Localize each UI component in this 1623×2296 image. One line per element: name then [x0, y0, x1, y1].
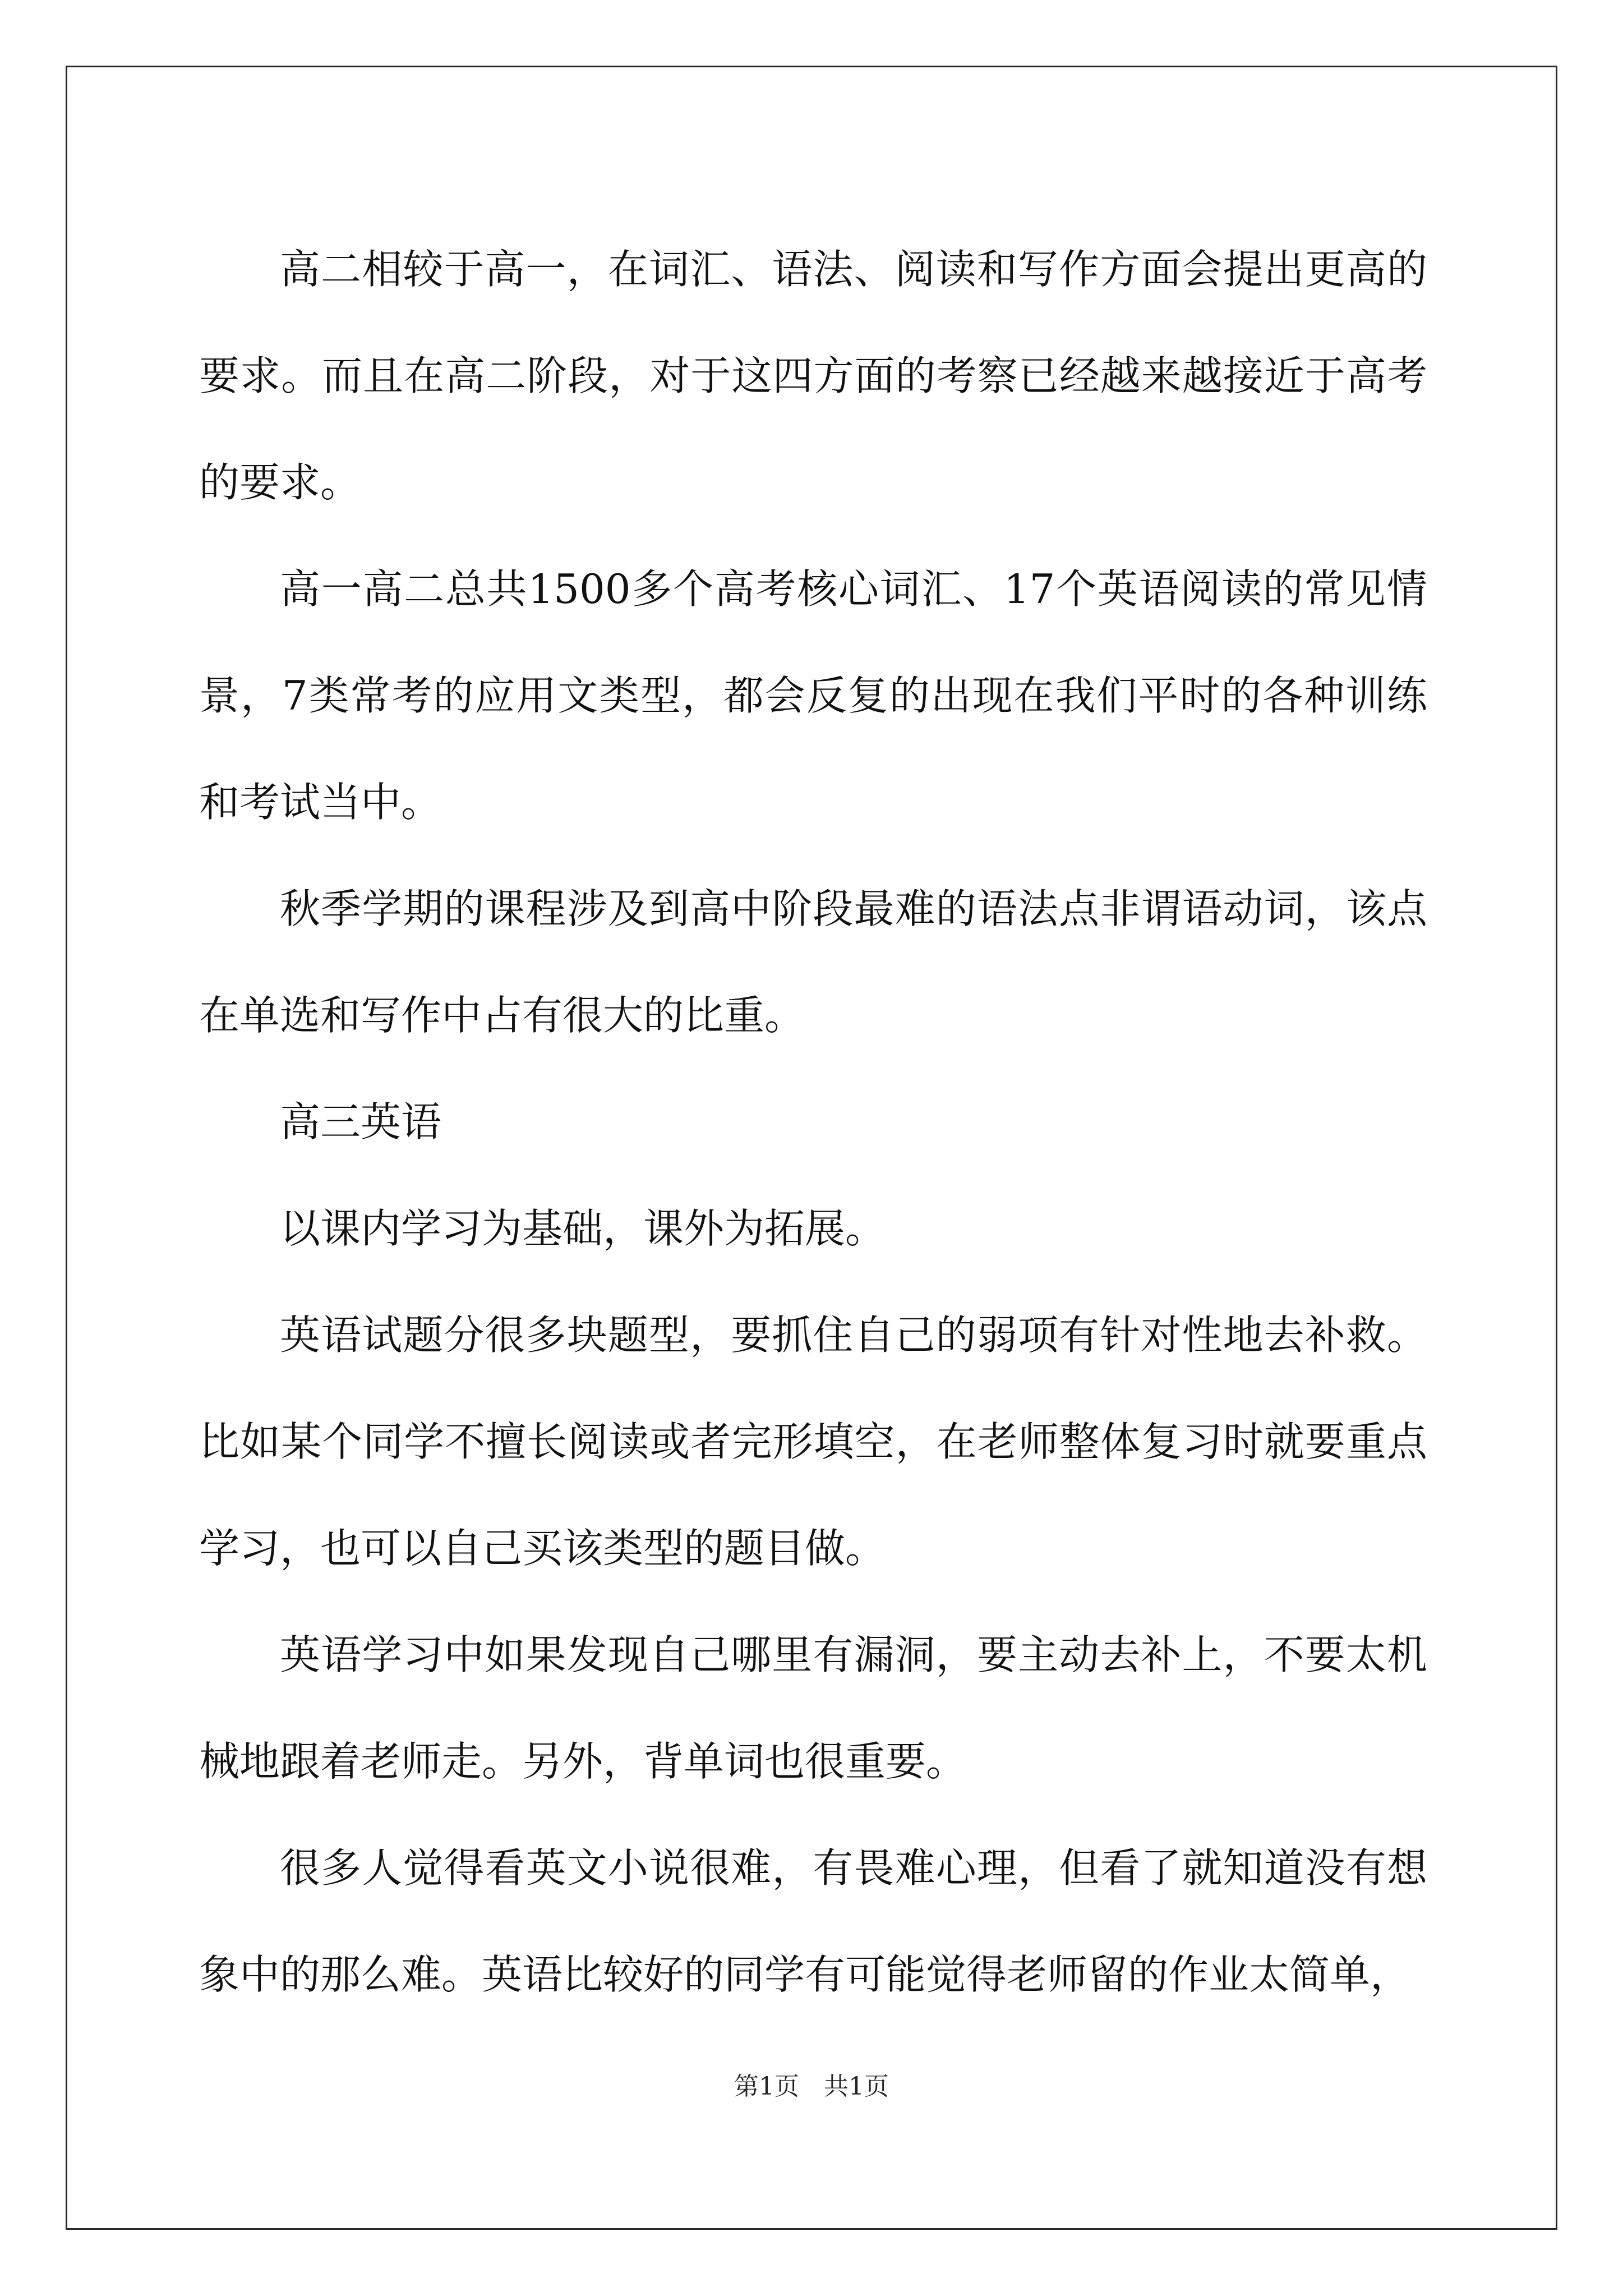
paragraph-grade-two-requirements: 高二相较于高一，在词汇、语法、阅读和写作方面会提出更高的要求。而且在高二阶段，对于这四方面的考察已经越来越接近于高考的要求。 — [199, 246, 1427, 506]
paragraph-autumn-grammar: 秋季学期的课程涉及到高中阶段最难的语法点非谓语动词，该点在单选和写作中占有很大的比重。 — [199, 885, 1427, 1039]
document-body — [199, 216, 1427, 2028]
paragraph-english-novels: 很多人觉得看英文小说很难，有畏难心理，但看了就知道没有想象中的那么难。英语比较好的同学有可能觉得老师留的作业太简单， — [199, 1844, 1427, 1998]
paragraph-weak-areas: 英语试题分很多块题型，要抓住自己的弱项有针对性地去补救。比如某个同学不擅长阅读或者完形填空，在老师整体复习时就要重点学习，也可以自己买该类型的题目做。 — [199, 1312, 1427, 1572]
paragraph-fill-gaps: 英语学习中如果发现自己哪里有漏洞，要主动去补上，不要太机械地跟着老师走。另外，背单词也很重要。 — [199, 1631, 1427, 1785]
paragraph-core-vocabulary: 高一高二总共1500多个高考核心词汇、17个英语阅读的常见情景，7类常考的应用文类型，都会反复的出现在我们平时的各种训练和考试当中。 — [199, 565, 1427, 826]
paragraph-in-class-foundation: 以课内学习为基础，课外为拓展。 — [280, 1205, 886, 1252]
page-footer: 第1页 共1页 — [734, 2072, 889, 2101]
section-heading-grade-three-english: 高三英语 — [280, 1098, 442, 1145]
